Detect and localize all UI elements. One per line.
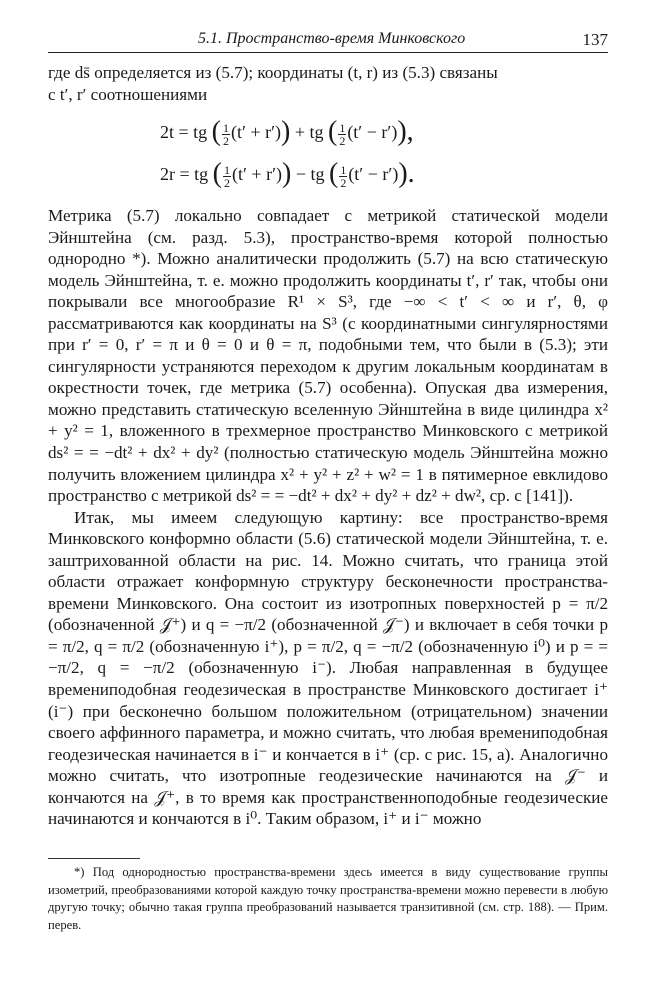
body-text [48,205,608,830]
footnote-rule [48,858,140,859]
eq2-frac-1: $\frac{1}{2}$ [223,162,230,190]
equation-2: 2r = tg ( $\frac{1}{2}$ (t′ + r′)) − tg ( $\frac{1}{2}$ (t′ − r′)). [160,158,415,190]
eq2-frac-2: $\frac{1}{2}$ [340,162,347,190]
intro-line-1: где ds̄ определяется из (5.7); координаты (t, r) из (5.3) связаны [48,63,498,82]
eq1-frac-1: $\frac{1}{2}$ [222,120,229,148]
footnote-text: *) Под однородностью пространства-времени здесь имеется в виду существование группы изометрий, преобразованиями которой каждую точку пространства-времени можно перевести в любую другую точку; обычно такая группа преобразований называется транзитивной (см. стр. 188). — Прим. перев. [48,865,608,932]
eq2-arg-1: (t′ + r′) [231,164,282,185]
section-title: 5.1. Пространство-время Минковского [198,30,466,47]
eq1-lhs: 2t = tg [160,122,208,143]
paragraph-2: Итак, мы имеем следующую картину: все пространство-время Минковского конформно области (5.6) статической модели Эйнштейна, т. е. заштрихованной области на рис. 14. Можно считать, что граница этой области отражает конформную структуру бесконечности пространства-времени Минковского. Она состоит из изотропных поверхностей p = π/2 (обозначенной 𝒥⁺) и q = −π/2 (обозначенной 𝒥⁻) и включает в себя точки p = π/2, q = π/2 (обозначенную i⁺), p = π/2, q = −π/2 (обозначенную i⁰) и p = = −π/2, q = −π/2 (обозначенную i⁻). Любая направленная в будущее времениподобная геодезическая в пространстве Минковского достигает i⁺ (i⁻) при бесконечно большом положительном (отрицательном) значении своего аффинного параметра, и можно считать, что любая времениподобная геодезическая начинается в i⁻ и кончается в i⁺ (ср. с рис. 15, a). Аналогично можно считать, что изотропные геодезические начинаются на 𝒥⁻ и кончаются на 𝒥⁺, в то время как пространственноподобные геодезические начинаются и кончаются в i⁰. Таким образом, i⁺ и i⁻ можно [48,507,608,829]
paragraph-1: Метрика (5.7) локально совпадает с метрикой статической модели Эйнштейна (см. разд. 5.3), пространство-время которой полностью однородно *). Можно аналитически продолжить (5.7) на всю статическую модель Эйнштейна, т. е. можно продолжить координаты t′, r′ так, чтобы они покрывали все многообразие R¹ × S³, где −∞ < t′ < ∞ и r′, θ, φ рассматриваются как координаты на S³ (с координатными сингулярностями при r′ = 0, r′ = π и θ = 0 и θ = π, подобными тем, что были в (5.3); эти сингулярности устраняются переходом к другим локальным координатам в окрестности точек, где метрика (5.7) особенна). Опуская два измерения, можно представить статическую вселенную Эйнштейна в виде цилиндра x² + y² = 1, вложенного в трехмерное пространство Минковского с метрикой ds² = = −dt² + dx² + dy² (полностью статическую модель Эйнштейна можно получить вложением цилиндра x² + y² + z² + w² = 1 в пятимерное евклидово пространство с метрикой ds² = = −dt² + dx² + dy² + dz² + dw², ср. с [141]). [48,206,608,506]
eq1-frac-2: $\frac{1}{2}$ [339,120,346,148]
eq2-op: − tg [291,164,329,185]
running-header [48,30,608,53]
footnote [48,864,608,934]
eq2-arg-2: (t′ − r′) [348,164,399,185]
intro-text [48,62,608,105]
equation-1: 2t = tg ( $\frac{1}{2}$ (t′ + r′)) + tg ( $\frac{1}{2}$ (t′ − r′)), [160,116,414,148]
page-number: 137 [582,30,608,49]
eq1-op: + tg [290,122,328,143]
intro-line-2: с t′, r′ соотношениями [48,84,208,104]
eq1-arg-2: (t′ − r′) [347,122,398,143]
eq2-lhs: 2r = tg [160,164,209,185]
eq1-arg-1: (t′ + r′) [230,122,281,143]
